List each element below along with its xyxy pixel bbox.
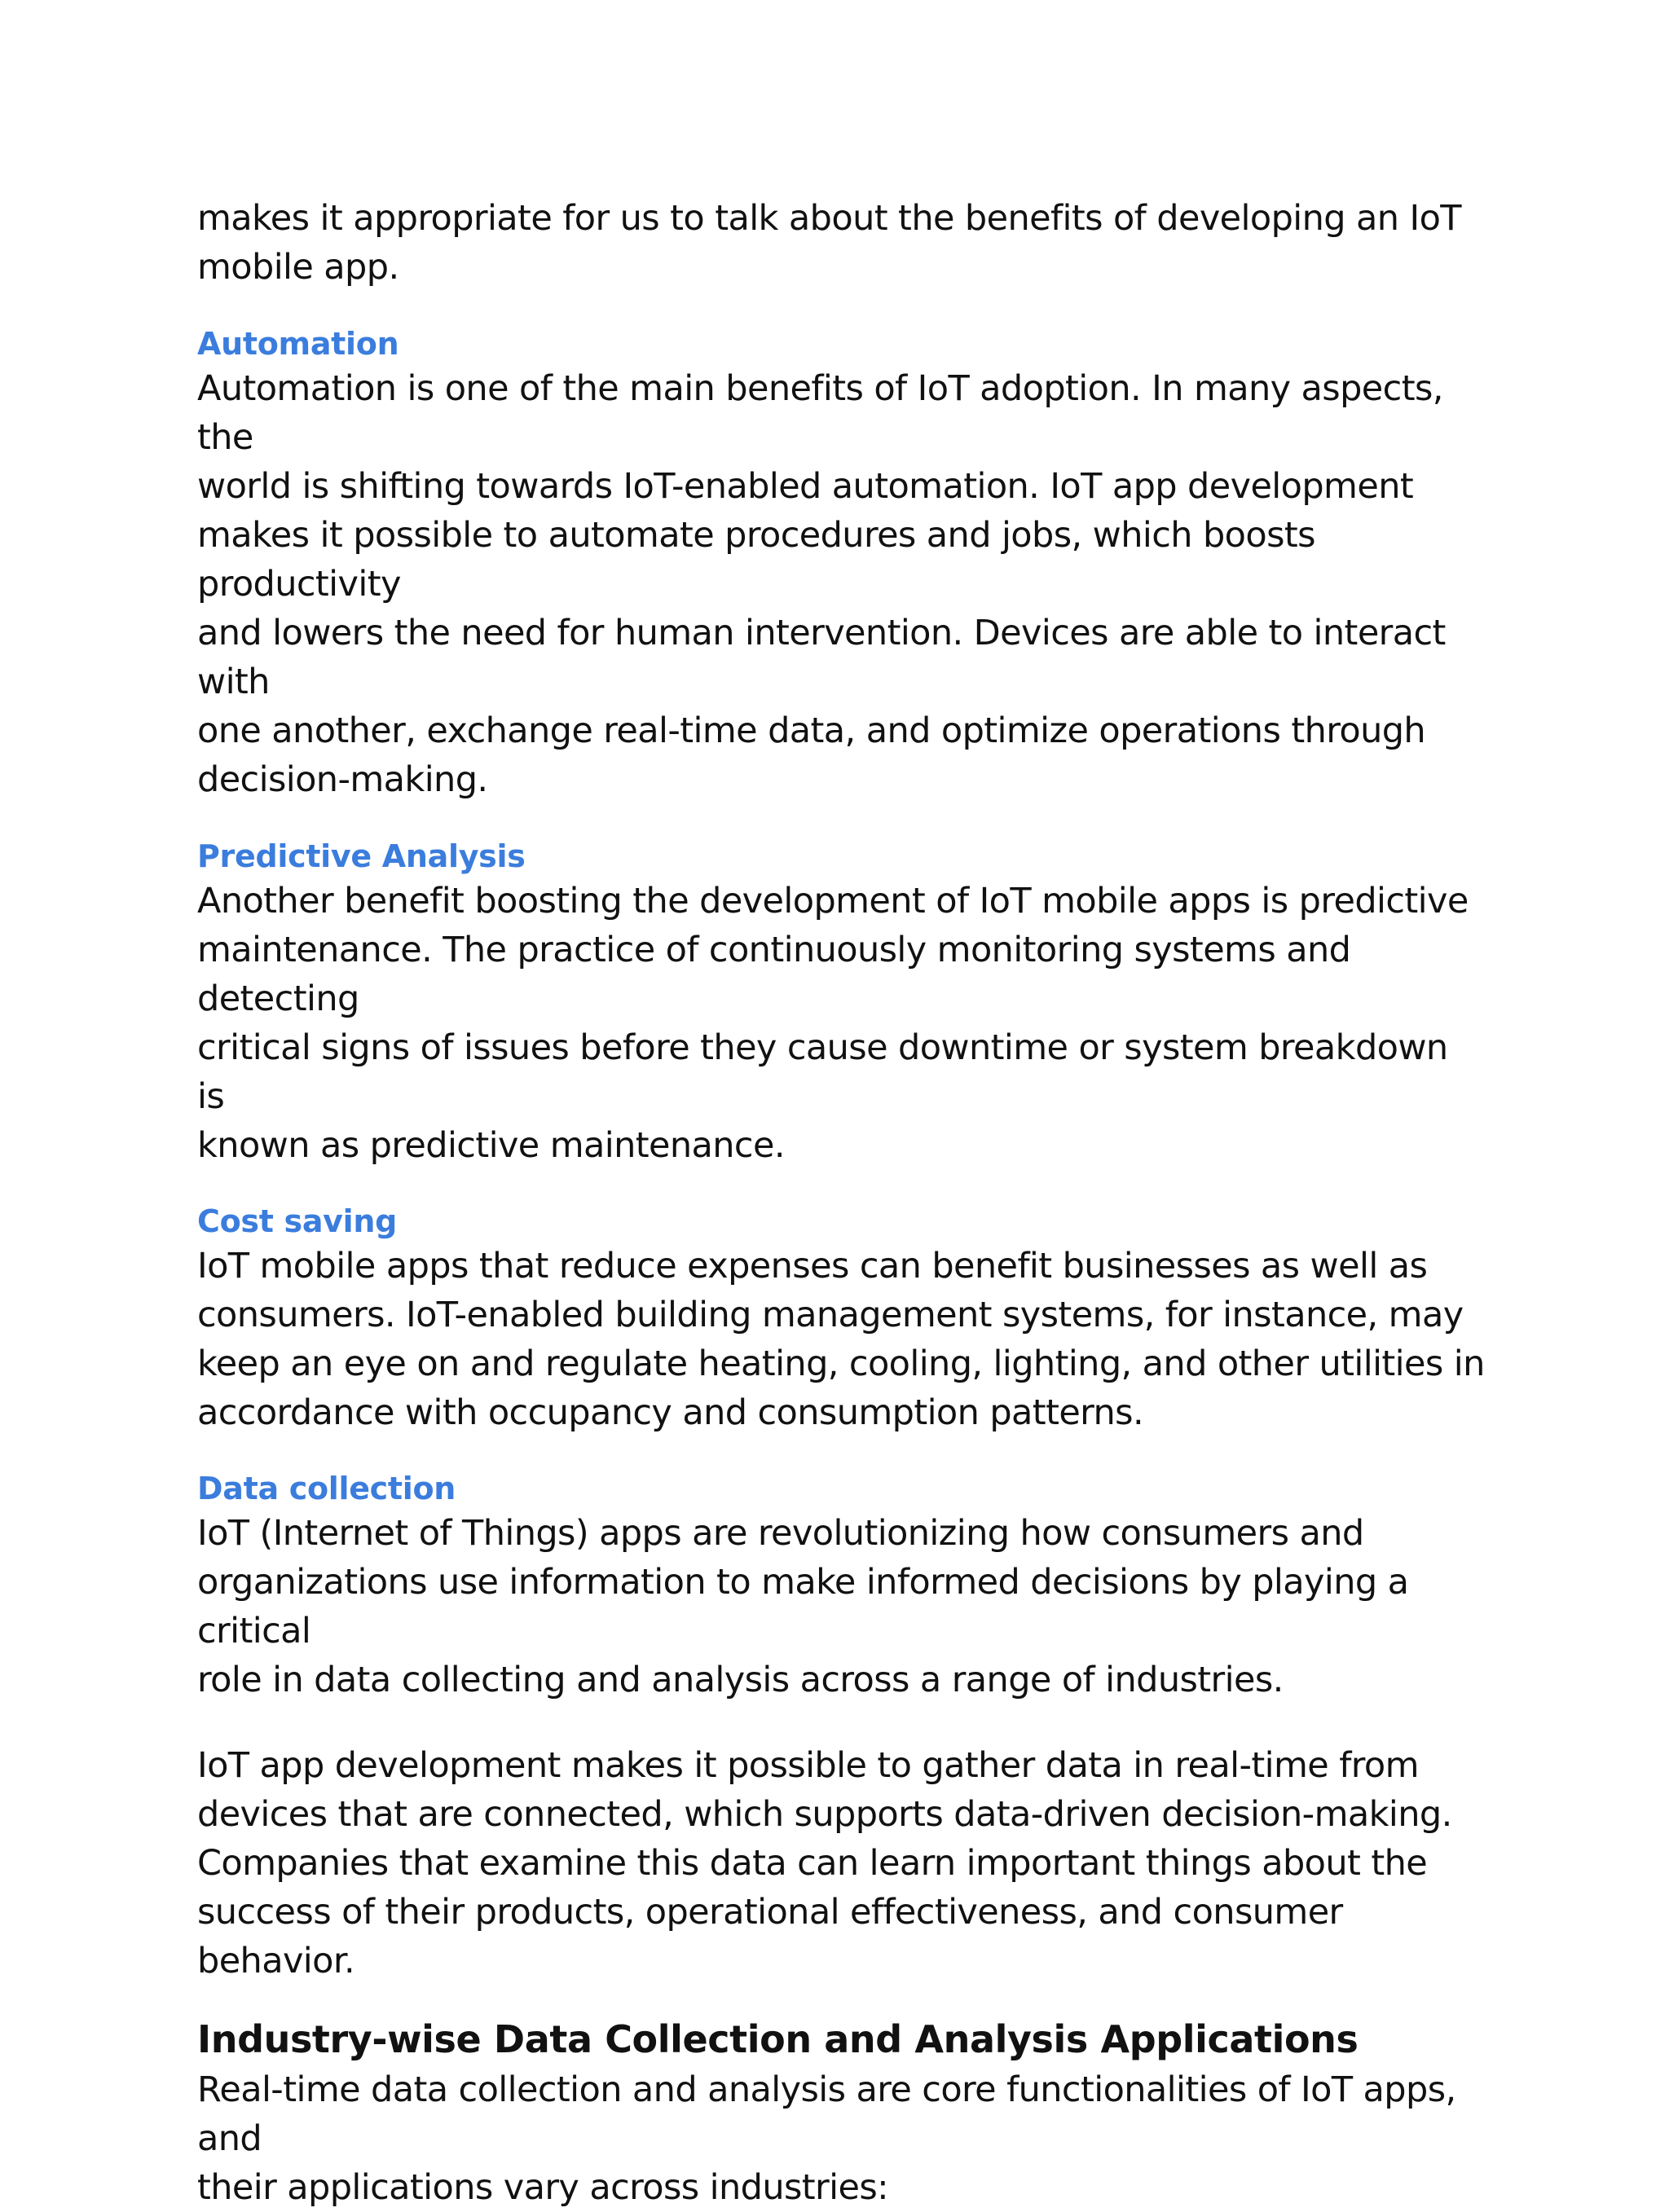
intro-paragraph: makes it appropriate for us to talk about the benefits of developing an IoT mobile app. xyxy=(197,198,1461,288)
section-text-automation: Automation is one of the main benefits of IoT adoption. In many aspects, the world is shifting towards IoT-enabled automation. IoT app development makes it possible to automate procedures and jobs, which boosts productivity and lowers the need for human intervention. Devices are able to interact with one another, exchange real-time data, and optimize operations through decision-making. xyxy=(197,368,1446,800)
section-heading-cost-saving: Cost saving xyxy=(197,1203,398,1239)
data-collection-extra-paragraph: IoT app development makes it possible to gather data in real-time from devices that are connected, which supports data-driven decision-making. Companies that examine this data can learn important things about the success of their products, operational effectiveness, and consumer behavior. xyxy=(197,1745,1452,1981)
industry-section-text: Real-time data collection and analysis are core functionalities of IoT apps, and their applications vary across industries: xyxy=(197,2069,1456,2208)
section-heading-automation: Automation xyxy=(197,326,399,362)
section-text-predictive-analysis: Another benefit boosting the development of IoT mobile apps is predictive maintenance. The practice of continuously monitoring systems and detecting critical signs of issues before they cause downtime or system breakdown is known as predictive maintenance. xyxy=(197,881,1469,1166)
industry-section-heading: Industry-wise Data Collection and Analysis Applications xyxy=(197,2017,1359,2061)
document-body xyxy=(197,194,1485,2212)
section-text-cost-saving: IoT mobile apps that reduce expenses can benefit businesses as well as consumers. IoT-enabled building management systems, for instance, may keep an eye on and regulate heating, cooling, lighting, and other utilities in accordance with occupancy and consumption patterns. xyxy=(197,1246,1485,1433)
section-text-data-collection: IoT (Internet of Things) apps are revolutionizing how consumers and organizations use information to make informed decisions by playing a critical role in data collecting and analysis across a range of industries. xyxy=(197,1513,1409,1700)
section-heading-predictive-analysis: Predictive Analysis xyxy=(197,838,526,874)
section-heading-data-collection: Data collection xyxy=(197,1471,456,1506)
